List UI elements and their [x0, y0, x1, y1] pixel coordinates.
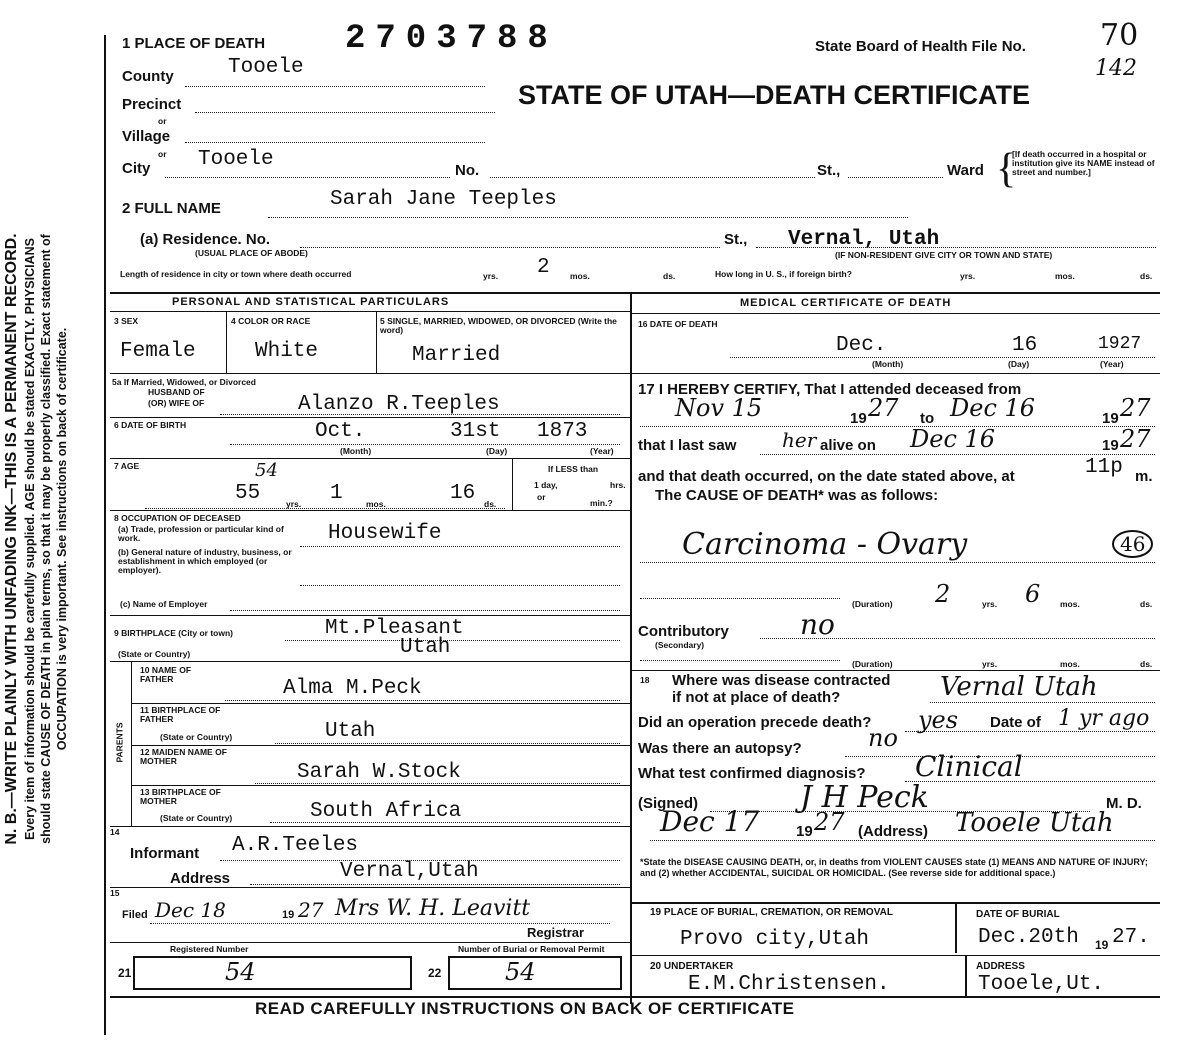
duration-years: 2 — [935, 580, 951, 608]
residence-sub: (USUAL PLACE OF ABODE) — [195, 248, 308, 258]
operation-date-label: Date of — [990, 714, 1041, 731]
spouse-label-a: 5a If Married, Widowed, or Divorced — [112, 377, 256, 387]
from-year-prefix: 19 — [850, 410, 867, 427]
cause-label: The CAUSE OF DEATH* was as follows: — [655, 487, 939, 504]
burial-place-value: Provo city,Utah — [680, 928, 870, 951]
age-yrs-label: yrs. — [286, 499, 302, 509]
side-note-line4: OCCUPATION is very important. See instructions on back of certificate. — [55, 327, 69, 751]
dob-year-caption: (Year) — [590, 446, 614, 456]
contracted-value: Vernal Utah — [940, 672, 1098, 702]
age-ds-label: ds. — [484, 499, 497, 509]
rule-personal-top — [110, 292, 1160, 294]
residence-label: (a) Residence. No. — [140, 231, 271, 248]
ward-label: Ward — [947, 162, 984, 179]
side-note-line1: N. B.—WRITE PLAINLY WITH UNFADING INK—THIS IS A PERMANENT RECORD. — [3, 233, 20, 845]
contracted-label-b: if not at place of death? — [672, 689, 841, 706]
file-no-label: State Board of Health File No. — [815, 38, 1026, 55]
filed-year-prefix: 19 — [282, 909, 295, 921]
stamp-number: 2703788 — [345, 20, 558, 58]
attend-from: Nov 15 — [675, 394, 763, 422]
burial-year: 27. — [1112, 926, 1150, 949]
color-label: 4 COLOR OR RACE — [231, 316, 311, 326]
undertaker-address-label: ADDRESS — [976, 961, 1025, 972]
father-birthplace-value: Utah — [325, 720, 376, 743]
mother-birthplace-sub: (State or Country) — [160, 813, 233, 823]
dob-day-caption: (Day) — [486, 446, 508, 456]
signed-label: (Signed) — [638, 795, 698, 812]
test-value: Clinical — [915, 750, 1023, 783]
last-saw-who: her — [782, 428, 817, 452]
city-value: Tooele — [198, 148, 274, 171]
informant-address-value: Vernal,Utah — [340, 860, 479, 883]
residence-st-label: St., — [724, 231, 748, 248]
color-value: White — [255, 340, 319, 363]
registered-number-box — [133, 956, 412, 990]
file-no: 70 — [1100, 18, 1139, 53]
mother-birthplace-label: 13 BIRTHPLACE OF MOTHER — [140, 787, 221, 806]
occupation-a: (a) Trade, profession or particular kind of work. — [118, 524, 284, 543]
street-no-label: No. — [455, 162, 480, 179]
contracted-label-a: Where was disease contracted — [672, 672, 891, 689]
length-residence-label: Length of residence in city or town where death occurred — [120, 269, 352, 279]
dod-month-caption: (Month) — [872, 359, 904, 369]
street-label: St., — [817, 162, 841, 179]
from-year: 27 — [868, 394, 899, 422]
burial-year-prefix: 19 — [1095, 938, 1109, 952]
nonresident-note: (IF NON-RESIDENT GIVE CITY OR TOWN AND STATE) — [835, 250, 1053, 260]
undertaker-value: E.M.Christensen. — [688, 973, 890, 996]
residence-value: Vernal, Utah — [788, 228, 940, 251]
mother-label: 12 MAIDEN NAME OF MOTHER — [140, 747, 227, 766]
us-mos-label: mos. — [1055, 271, 1075, 281]
age-months: 1 — [330, 482, 343, 505]
us-length-label: How long in U. S., if foreign birth? — [715, 269, 852, 279]
ward-bracket: { — [996, 146, 1017, 192]
autopsy-value: no — [868, 724, 898, 752]
occupation-b: (b) General nature of industry, business, or establishment in which employed (or employer). — [118, 547, 292, 575]
duration-mos-label: mos. — [1060, 599, 1080, 609]
alive-year-prefix: 19 — [1102, 437, 1119, 454]
filed-label: Filed — [122, 909, 148, 921]
sex-label: 3 SEX — [114, 316, 139, 326]
column-divider — [630, 292, 632, 1004]
cause-code: 46 — [1112, 530, 1153, 558]
cause-footnote: *State the DISEASE CAUSING DEATH, or, in deaths from VIOLENT CAUSES state (1) MEANS AND NATURE OF INJURY; and (2) whether ACCIDENTAL, SUICIDAL OR HOMICIDAL. (See reverse side for additional space.) — [640, 857, 1148, 878]
contributory-label: Contributory — [638, 623, 729, 640]
dob-day: 31st — [450, 420, 501, 443]
city-label: City — [122, 160, 151, 177]
res-ds-label: ds. — [663, 271, 676, 281]
birthplace-state: Utah — [400, 636, 451, 659]
registered-number: 54 — [225, 958, 256, 986]
dod-label: 16 DATE OF DEATH — [638, 319, 718, 329]
father-birthplace-label: 11 BIRTHPLACE OF FATHER — [140, 705, 221, 724]
registered-number-label: Registered Number — [170, 944, 249, 954]
left-border — [104, 35, 106, 1035]
duration2-ds-label: ds. — [1140, 659, 1153, 669]
physician-address-label: (Address) — [858, 823, 929, 840]
burial-date-label: DATE OF BURIAL — [976, 909, 1060, 920]
operation-date: 1 yr ago — [1058, 706, 1150, 731]
birthplace-label: 9 BIRTHPLACE (City or town) — [114, 628, 233, 638]
item-14: 14 — [110, 827, 120, 837]
file-no-hand: 142 — [1095, 56, 1137, 81]
father-value: Alma M.Peck — [283, 677, 422, 700]
county-value: Tooele — [228, 56, 304, 79]
age-years: 55 — [235, 482, 261, 505]
secondary-label: (Secondary) — [655, 640, 705, 650]
age-mos-label: mos. — [366, 499, 386, 509]
full-name-value: Sarah Jane Teeples — [330, 188, 557, 211]
place-of-death-label: 1 PLACE OF DEATH — [122, 35, 266, 52]
occurred-label: and that death occurred, on the date stated above, at — [638, 468, 1015, 485]
personal-section-title: PERSONAL AND STATISTICAL PARTICULARS — [172, 296, 450, 308]
res-yrs-label: yrs. — [483, 271, 499, 281]
duration-label: (Duration) — [852, 599, 893, 609]
less-than-label: If LESS than — [548, 464, 599, 474]
dod-year-caption: (Year) — [1100, 359, 1124, 369]
medical-section-title: MEDICAL CERTIFICATE OF DEATH — [740, 297, 952, 309]
registrar-signature: Mrs W. H. Leavitt — [335, 896, 531, 921]
marital-status-label: 5 SINGLE, MARRIED, WIDOWED, OR DIVORCED (Write the word) — [380, 316, 617, 335]
duration2-yrs-label: yrs. — [982, 659, 998, 669]
rule-bottom — [110, 996, 1160, 998]
res-mos-label: mos. — [570, 271, 590, 281]
burial-permit-label: Number of Burial or Removal Permit — [458, 944, 605, 954]
or-2: or — [158, 149, 167, 159]
county-label: County — [122, 68, 174, 85]
md-label: M. D. — [1106, 795, 1142, 812]
item-21: 21 — [118, 966, 132, 980]
sign-year-prefix: 19 — [796, 823, 813, 840]
attend-to: Dec 16 — [950, 394, 1036, 422]
birthplace-sub: (State or Country) — [118, 649, 191, 659]
age-label: 7 AGE — [114, 461, 140, 471]
alive-year: 27 — [1120, 425, 1151, 453]
age-days: 16 — [450, 482, 476, 505]
informant-value: A.R.Teeles — [232, 834, 359, 857]
side-note — [0, 0, 100, 1043]
undertaker-address: Tooele,Ut. — [978, 973, 1105, 996]
duration-yrs-label: yrs. — [982, 599, 998, 609]
filed-date: Dec 18 — [155, 898, 226, 922]
spouse-label-c: (OR) WIFE OF — [148, 398, 205, 408]
contributory-value: no — [800, 608, 835, 641]
mother-birthplace-value: South Africa — [310, 800, 462, 823]
dod-year: 1927 — [1098, 334, 1142, 354]
sign-date: Dec 17 — [660, 805, 760, 838]
us-yrs-label: yrs. — [960, 271, 976, 281]
physician-address: Tooele Utah — [955, 808, 1114, 838]
footer-instructions: READ CAREFULLY INSTRUCTIONS ON BACK OF CERTIFICATE — [255, 999, 795, 1018]
item-22: 22 — [428, 966, 442, 980]
dob-month: Oct. — [315, 420, 366, 443]
duration2-label: (Duration) — [852, 659, 893, 669]
village-label: Village — [122, 128, 171, 145]
cause-of-death: Carcinoma - Ovary — [682, 527, 968, 562]
side-note-line2: Every item of information should be carefully supplied. AGE should be stated EXACTLY. PHYSICIANS — [23, 238, 37, 840]
burial-date-value: Dec.20th — [978, 926, 1079, 949]
dod-month: Dec. — [836, 334, 887, 357]
certificate-title: STATE OF UTAH—DEATH CERTIFICATE — [518, 80, 1030, 110]
res-yrs-value: 2 — [537, 256, 550, 279]
duration2-mos-label: mos. — [1060, 659, 1080, 669]
birthplace-city: Mt.Pleasant — [325, 617, 464, 640]
full-name-label: 2 FULL NAME — [122, 200, 221, 217]
sex-value: Female — [120, 340, 196, 363]
undertaker-label: 20 UNDERTAKER — [650, 961, 734, 972]
alive-label: alive on — [820, 437, 876, 454]
less-than-min: min.? — [590, 498, 613, 508]
less-than-or: or — [537, 492, 546, 502]
dod-day-caption: (Day) — [1008, 359, 1030, 369]
certify-label: 17 I HEREBY CERTIFY, That I attended deceased from — [638, 381, 1022, 398]
time-of-death: 11p — [1085, 456, 1123, 479]
employer-label: (c) Name of Employer — [120, 599, 208, 609]
or-1: or — [158, 116, 167, 126]
m-label: m. — [1135, 468, 1153, 485]
spouse-value: Alanzo R.Teeples — [298, 393, 500, 416]
duration-ds-label: ds. — [1140, 599, 1153, 609]
occupation-value: Housewife — [328, 522, 442, 545]
less-than-hrs: hrs. — [610, 480, 626, 490]
dob-month-caption: (Month) — [340, 446, 372, 456]
informant-label: Informant — [130, 845, 200, 862]
mother-value: Sarah W.Stock — [297, 761, 461, 784]
dod-day: 16 — [1012, 334, 1038, 357]
operation-label: Did an operation precede death? — [638, 714, 872, 731]
filed-year: 27 — [298, 898, 324, 922]
side-note-line3: should state CAUSE OF DEATH in plain terms, so that it may be properly classified. Exact statement of — [39, 234, 53, 844]
autopsy-label: Was there an autopsy? — [638, 740, 802, 757]
sign-year: 27 — [814, 808, 845, 836]
alive-on: Dec 16 — [910, 425, 996, 453]
occupation-label: 8 OCCUPATION OF DECEASED — [114, 513, 241, 523]
burial-place-label: 19 PLACE OF BURIAL, CREMATION, OR REMOVAL — [650, 907, 893, 918]
registrar-label: Registrar — [527, 925, 585, 940]
parents-label: PARENTS — [114, 722, 125, 763]
test-label: What test confirmed diagnosis? — [638, 765, 866, 782]
to-year-prefix: 19 — [1102, 410, 1119, 427]
burial-permit-number: 54 — [505, 958, 536, 986]
informant-address-label: Address — [170, 870, 231, 887]
spouse-label-b: HUSBAND OF — [148, 387, 205, 397]
to-label: to — [920, 410, 935, 427]
ward-note: [If death occurred in a hospital or institution give its NAME instead of street and number.] — [1012, 149, 1155, 177]
to-year: 27 — [1120, 394, 1151, 422]
us-ds-label: ds. — [1140, 271, 1153, 281]
father-birthplace-sub: (State or Country) — [160, 732, 233, 742]
less-than-day: 1 day, — [534, 480, 558, 490]
age-hand: 54 — [255, 460, 278, 481]
father-label: 10 NAME OF FATHER — [140, 665, 192, 684]
dob-label: 6 DATE OF BIRTH — [114, 420, 187, 430]
physician-signature: J H Peck — [800, 780, 929, 815]
dob-year: 1873 — [537, 420, 588, 443]
last-saw-label: that I last saw — [638, 437, 737, 454]
duration-months: 6 — [1025, 580, 1041, 608]
item-15: 15 — [110, 888, 120, 898]
item-18: 18 — [640, 675, 650, 685]
marital-status-value: Married — [412, 344, 501, 367]
operation-value: yes — [918, 706, 959, 734]
precinct-label: Precinct — [122, 96, 182, 113]
